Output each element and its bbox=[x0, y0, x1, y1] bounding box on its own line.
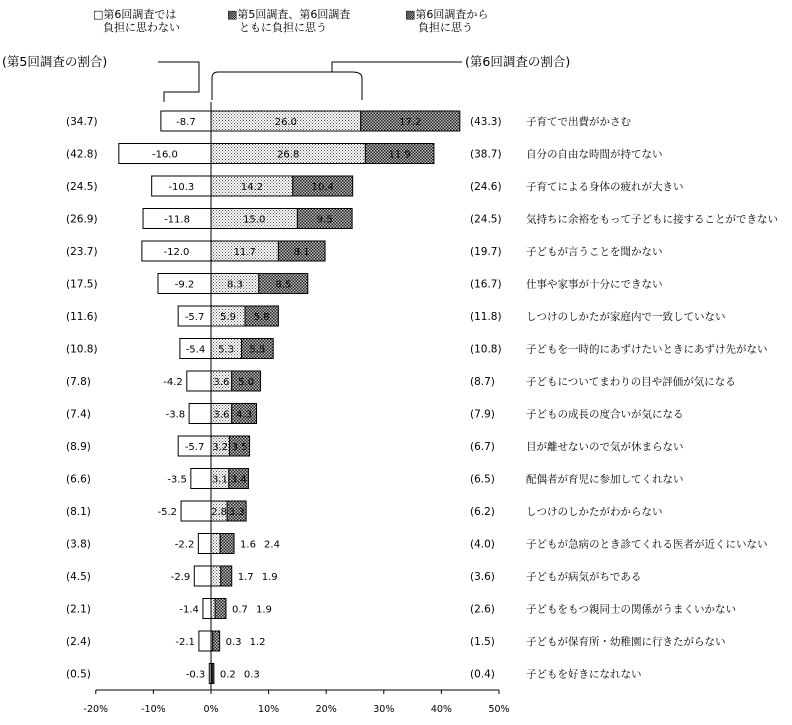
bar-row bbox=[66, 111, 631, 131]
bar-no-burden bbox=[194, 566, 211, 586]
bar-row bbox=[66, 599, 736, 619]
value-label-from-6: 11.9 bbox=[388, 149, 411, 161]
right-total-label: (7.9) bbox=[470, 408, 495, 421]
bar-from-6 bbox=[220, 534, 234, 554]
value-label-both: 3.2 bbox=[212, 442, 229, 453]
left-total-label: (23.7) bbox=[66, 246, 98, 258]
bar-row bbox=[66, 176, 684, 196]
bar-row bbox=[66, 664, 642, 684]
value-label-both: 26.0 bbox=[274, 117, 298, 128]
bar-no-burden bbox=[199, 631, 211, 651]
category-label: 子どもが急病のとき診てくれる医者が近くにいない bbox=[526, 538, 768, 551]
left-total-label: (3.8) bbox=[66, 538, 91, 551]
x-tick-label: -10% bbox=[141, 704, 166, 715]
left-total-label: (24.5) bbox=[66, 181, 98, 193]
value-label-no-burden: -1.4 bbox=[179, 604, 199, 616]
category-label: 子どもについてまわりの目や評価が気になる bbox=[526, 376, 736, 388]
x-tick-label: 10% bbox=[258, 704, 280, 715]
value-label-both: 5.9 bbox=[220, 312, 236, 323]
legend-line-no-burden-1: □第6回調査では bbox=[93, 8, 177, 21]
x-tick-label: -20% bbox=[83, 704, 109, 715]
bar-row bbox=[66, 631, 726, 651]
right-total-label: (11.8) bbox=[470, 311, 502, 323]
value-label-from-6: 4.3 bbox=[236, 409, 253, 421]
value-label-both: 3.6 bbox=[213, 377, 230, 388]
right-total-label: (2.6) bbox=[470, 603, 495, 616]
value-label-both: 14.2 bbox=[240, 182, 264, 193]
category-label: 子育てによる身体の疲れが大きい bbox=[526, 181, 684, 193]
category-label: 仕事や家事が十分にできない bbox=[526, 278, 663, 291]
bar-row bbox=[66, 209, 778, 229]
value-label-from-6: 1.2 bbox=[249, 637, 266, 648]
value-label-both: 0.3 bbox=[225, 637, 242, 648]
value-label-from-6: 3.3 bbox=[228, 507, 245, 518]
value-label-from-6: 3.4 bbox=[230, 474, 247, 486]
value-label-from-6: 8.5 bbox=[275, 279, 292, 291]
category-label: 気持ちに余裕をもって子どもに接することができない bbox=[526, 213, 778, 226]
left-total-label: (11.6) bbox=[66, 311, 98, 323]
x-tick-label: 40% bbox=[430, 704, 452, 715]
category-label: しつけのしかたが家庭内で一致していない bbox=[526, 311, 726, 323]
value-label-both: 8.3 bbox=[226, 279, 243, 291]
value-label-no-burden: -2.2 bbox=[174, 539, 195, 551]
left-total-label: (2.1) bbox=[66, 603, 91, 616]
value-label-both: 0.7 bbox=[231, 604, 248, 616]
legend-line-no-burden-2: 負担に思わない bbox=[103, 21, 180, 34]
category-label: 子どもが言うことを聞かない bbox=[526, 246, 663, 258]
x-tick-label: 30% bbox=[373, 704, 395, 715]
value-label-from-6: 2.4 bbox=[264, 539, 280, 551]
value-label-from-6: 0.3 bbox=[243, 669, 260, 681]
value-label-from-6: 8.1 bbox=[293, 247, 310, 258]
value-label-both: 0.2 bbox=[219, 669, 236, 681]
bar-row bbox=[66, 534, 768, 554]
category-label: 子どもが病気がちである bbox=[526, 571, 642, 583]
bar-row bbox=[66, 241, 663, 261]
value-label-no-burden: -0.3 bbox=[185, 669, 206, 681]
category-label: 配偶者が育児に参加してくれない bbox=[526, 473, 684, 486]
right-total-label: (4.0) bbox=[470, 538, 495, 551]
left-bracket bbox=[158, 62, 199, 102]
value-label-from-6: 17.2 bbox=[399, 117, 422, 128]
bar-from-6 bbox=[213, 631, 220, 651]
left-total-label: (26.9) bbox=[66, 213, 98, 226]
bar-row bbox=[66, 501, 663, 521]
bar-row bbox=[66, 144, 663, 164]
category-label: 目が離せないので気が休まらない bbox=[526, 441, 684, 453]
left-total-label: (8.1) bbox=[66, 506, 91, 518]
legend-line-both-1: ▩第5回調査、第6回調査 bbox=[227, 8, 351, 21]
right-total-label: (38.7) bbox=[470, 148, 502, 161]
bar-row bbox=[66, 469, 684, 489]
value-label-from-6: 5.8 bbox=[253, 312, 270, 323]
bar-both bbox=[211, 566, 221, 586]
value-label-both: 1.6 bbox=[240, 539, 256, 551]
value-label-no-burden: -5.7 bbox=[184, 442, 205, 453]
value-label-both: 26.8 bbox=[277, 149, 300, 161]
right-header: (第6回調査の割合) bbox=[465, 54, 571, 69]
right-total-label: (6.5) bbox=[470, 473, 495, 486]
left-total-label: (4.5) bbox=[66, 571, 91, 583]
category-label: 子どもが保育所・幼稚園に行きたがらない bbox=[526, 636, 726, 648]
value-label-from-6: 9.5 bbox=[316, 214, 333, 226]
category-label: 子どもをもつ親同士の関係がうまくいかない bbox=[526, 603, 736, 616]
right-total-label: (0.4) bbox=[470, 668, 495, 681]
right-total-label: (8.7) bbox=[470, 376, 495, 388]
bar-both bbox=[211, 599, 215, 619]
value-label-no-burden: -3.5 bbox=[167, 474, 187, 486]
value-label-both: 3.6 bbox=[213, 409, 230, 421]
bar-no-burden bbox=[181, 501, 211, 521]
value-label-no-burden: -5.7 bbox=[184, 312, 205, 323]
left-total-label: (6.6) bbox=[66, 473, 91, 486]
category-label: しつけのしかたがわからない bbox=[526, 506, 663, 518]
right-total-label: (43.3) bbox=[470, 116, 502, 128]
bar-row bbox=[66, 371, 736, 391]
left-header: (第5回調査の割合) bbox=[2, 54, 108, 69]
right-bracket bbox=[212, 62, 462, 100]
value-label-from-6: 1.9 bbox=[261, 572, 278, 583]
value-label-both: 15.0 bbox=[243, 214, 266, 226]
category-label: 子育てで出費がかさむ bbox=[526, 116, 631, 128]
right-total-label: (6.2) bbox=[470, 506, 495, 518]
left-total-label: (2.4) bbox=[66, 636, 91, 648]
bar-row bbox=[66, 436, 684, 456]
value-label-both: 11.7 bbox=[233, 247, 256, 258]
bar-row bbox=[66, 339, 768, 359]
value-label-no-burden: -2.1 bbox=[175, 637, 195, 648]
right-total-label: (1.5) bbox=[470, 636, 495, 648]
category-label: 子どもを一時的にあずけたいときにあずけ先がない bbox=[526, 343, 768, 356]
legend-line-new-2: 負担に思う bbox=[418, 21, 473, 34]
right-total-label: (24.5) bbox=[470, 213, 502, 226]
x-tick-label: 0% bbox=[203, 704, 219, 715]
left-total-label: (7.8) bbox=[66, 376, 91, 388]
right-total-label: (6.7) bbox=[470, 441, 495, 453]
bar-from-6 bbox=[215, 599, 226, 619]
legend bbox=[93, 7, 488, 34]
value-label-both: 5.3 bbox=[218, 344, 235, 356]
bar-no-burden bbox=[191, 469, 211, 489]
left-total-label: (7.4) bbox=[66, 408, 91, 421]
right-total-label: (19.7) bbox=[470, 246, 502, 258]
bar-row bbox=[66, 306, 726, 326]
right-total-label: (3.6) bbox=[470, 571, 495, 583]
left-total-label: (0.5) bbox=[66, 668, 91, 681]
value-label-no-burden: -5.2 bbox=[157, 507, 178, 518]
bar-no-burden bbox=[189, 404, 211, 424]
bar-no-burden bbox=[203, 599, 211, 619]
bar-from-6 bbox=[212, 664, 214, 684]
value-label-no-burden: -12.0 bbox=[163, 247, 190, 258]
x-tick-label: 50% bbox=[488, 704, 510, 715]
value-label-no-burden: -2.9 bbox=[170, 572, 191, 583]
value-label-from-6: 5.0 bbox=[238, 377, 255, 388]
x-tick-label: 20% bbox=[315, 704, 337, 715]
right-total-label: (16.7) bbox=[470, 278, 502, 291]
bar-no-burden bbox=[198, 534, 211, 554]
bar-from-6 bbox=[221, 566, 232, 586]
value-label-both: 2.8 bbox=[211, 507, 228, 518]
value-label-both: 3.1 bbox=[211, 474, 228, 486]
bar-row bbox=[66, 404, 684, 424]
right-total-label: (10.8) bbox=[470, 343, 502, 356]
bar-row bbox=[66, 566, 641, 586]
value-label-no-burden: -4.2 bbox=[163, 377, 183, 388]
left-total-label: (10.8) bbox=[66, 343, 98, 356]
category-label: 子どもを好きになれない bbox=[526, 668, 642, 681]
bar-row bbox=[66, 274, 663, 294]
legend-line-new-1: ▩第6回調査から bbox=[405, 8, 489, 21]
value-label-from-6: 10.4 bbox=[311, 182, 334, 193]
value-label-from-6: 3.5 bbox=[231, 442, 248, 453]
left-total-label: (17.5) bbox=[66, 278, 98, 291]
category-label: 子どもの成長の度合いが気になる bbox=[526, 408, 684, 421]
value-label-no-burden: -11.8 bbox=[164, 214, 190, 226]
bar-no-burden bbox=[187, 371, 211, 391]
left-total-label: (42.8) bbox=[66, 148, 98, 161]
value-label-no-burden: -3.8 bbox=[165, 409, 186, 421]
left-total-label: (8.9) bbox=[66, 441, 91, 453]
bars-layer bbox=[66, 111, 778, 684]
left-total-label: (34.7) bbox=[66, 116, 98, 128]
value-label-no-burden: -10.3 bbox=[168, 182, 195, 193]
right-total-label: (24.6) bbox=[470, 181, 502, 193]
value-label-both: 1.7 bbox=[237, 572, 254, 583]
value-label-from-6: 1.9 bbox=[255, 604, 272, 616]
bar-both bbox=[211, 534, 220, 554]
value-label-no-burden: -8.7 bbox=[176, 117, 196, 128]
value-label-no-burden: -5.4 bbox=[185, 344, 206, 356]
value-label-no-burden: -9.2 bbox=[174, 279, 195, 291]
category-label: 自分の自由な時間が持てない bbox=[526, 148, 663, 161]
value-label-from-6: 5.5 bbox=[249, 344, 266, 356]
legend-line-both-2: ともに負担に思う bbox=[239, 21, 327, 34]
value-label-no-burden: -16.0 bbox=[151, 149, 178, 161]
